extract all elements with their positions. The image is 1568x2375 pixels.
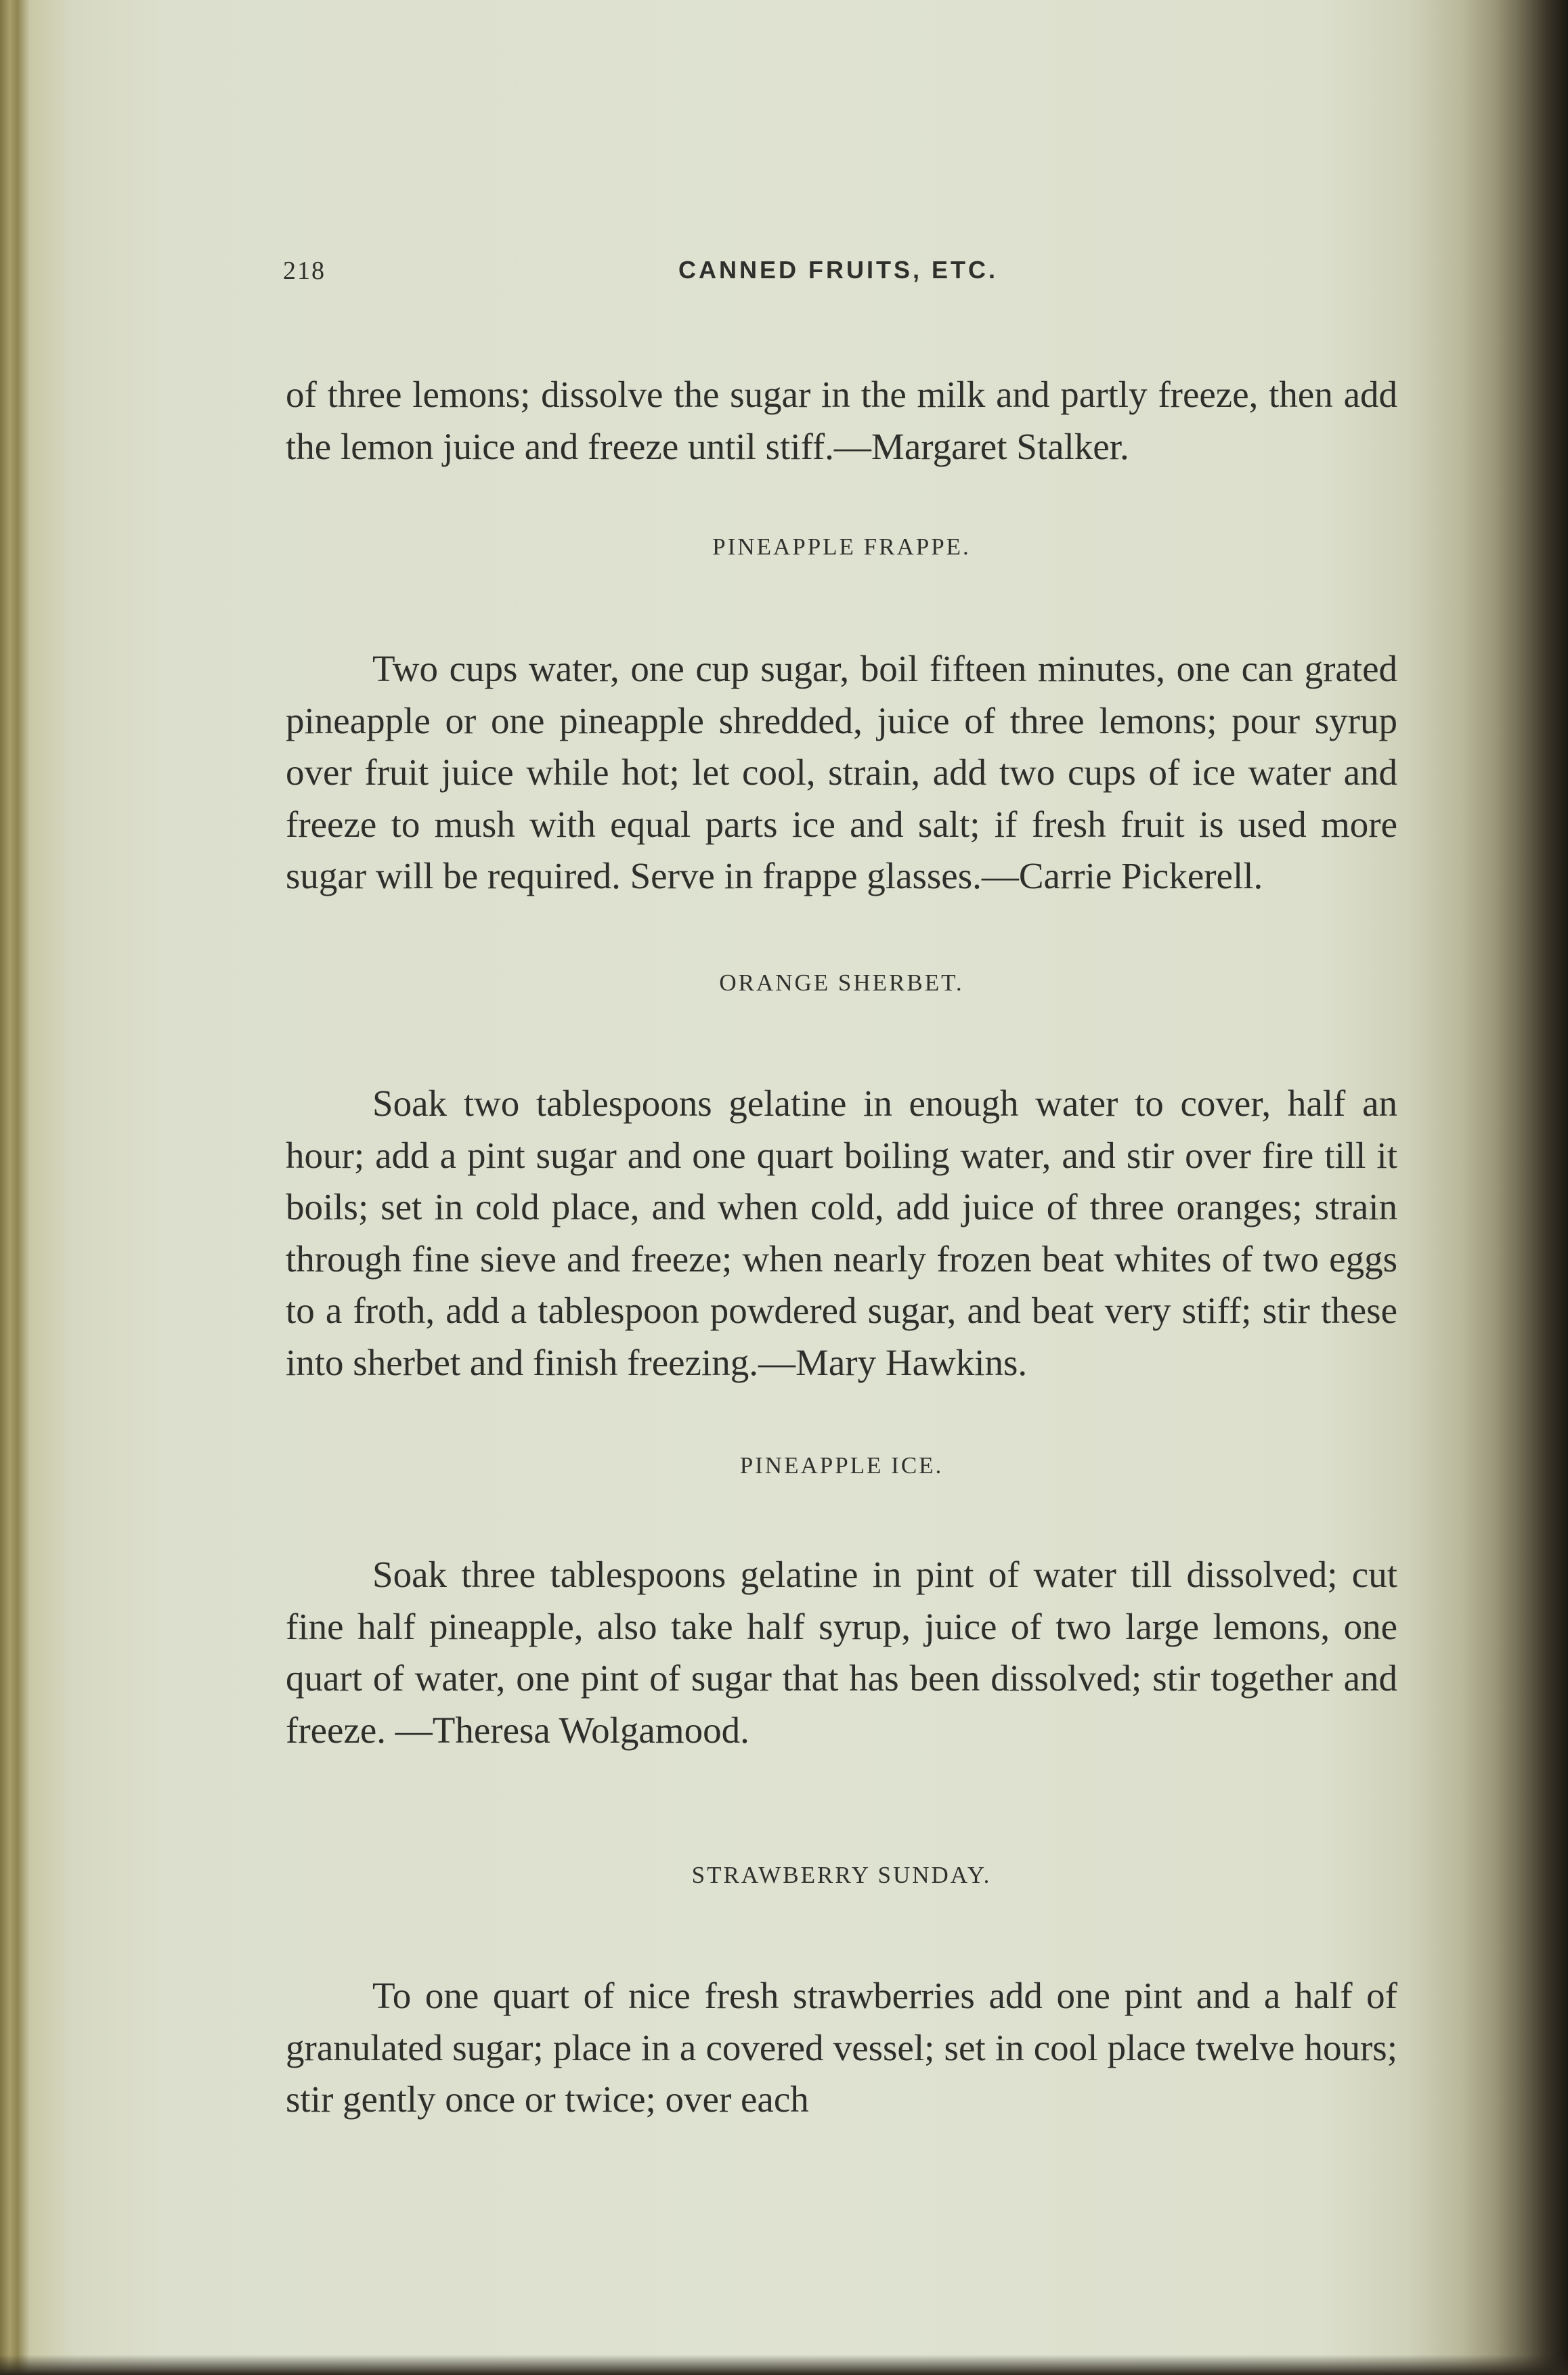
recipe-body-pineapple-ice: Soak three tablespoons gelatine in pint of water till dissolved; cut fine half pineapple, also take half syrup, juice of two large lemons, one quart of water, one pint of sugar that has been dissolved; stir together and freeze. —Theresa Wolgamood. (286, 1554, 1397, 1751)
page-number: 218 (283, 257, 326, 285)
running-head-title: CANNED FRUITS, ETC. (678, 256, 998, 284)
recipe-title-pineapple-ice: PINEAPPLE ICE. (739, 1452, 944, 1479)
continuation-paragraph: of three lemons; dissolve the sugar in the milk and partly freeze, then add the lemon juice and freeze until stiff.—Margaret Stalker. (286, 374, 1397, 467)
recipe-title-pineapple-frappe: PINEAPPLE FRAPPE. (712, 533, 971, 560)
recipe-body-pineapple-frappe: Two cups water, one cup sugar, boil fifteen minutes, one can grated pineapple or one pineapple shredded, juice of three lemons; pour syrup over fruit juice while hot; let cool, strain, add two cups of ice water and freeze to mush with equal parts ice and salt; if fresh fruit is used more sugar will be required. Serve in frappe glasses.—Carrie Pickerell. (286, 648, 1397, 896)
recipe-title-strawberry-sunday: STRAWBERRY SUNDAY. (691, 1862, 992, 1888)
running-head (279, 256, 1397, 297)
recipe-body-strawberry-sunday: To one quart of nice fresh strawberries add one pint and a half of granulated sugar; place in a covered vessel; set in cool place twelve hours; stir gently once or twice; over each (286, 1975, 1397, 2120)
recipe-title-orange-sherbet: ORANGE SHERBET. (719, 969, 964, 996)
recipe-body-orange-sherbet: Soak two tablespoons gelatine in enough water to cover, half an hour; add a pint sugar and one quart boiling water, and stir over fire till it boils; set in cold place, and when cold, add juice of three oranges; strain through fine sieve and freeze; when nearly frozen beat whites of two eggs to a froth, add a tablespoon powdered sugar, and beat very stiff; stir these into sherbet and finish freezing.—Mary Hawkins. (286, 1083, 1397, 1383)
